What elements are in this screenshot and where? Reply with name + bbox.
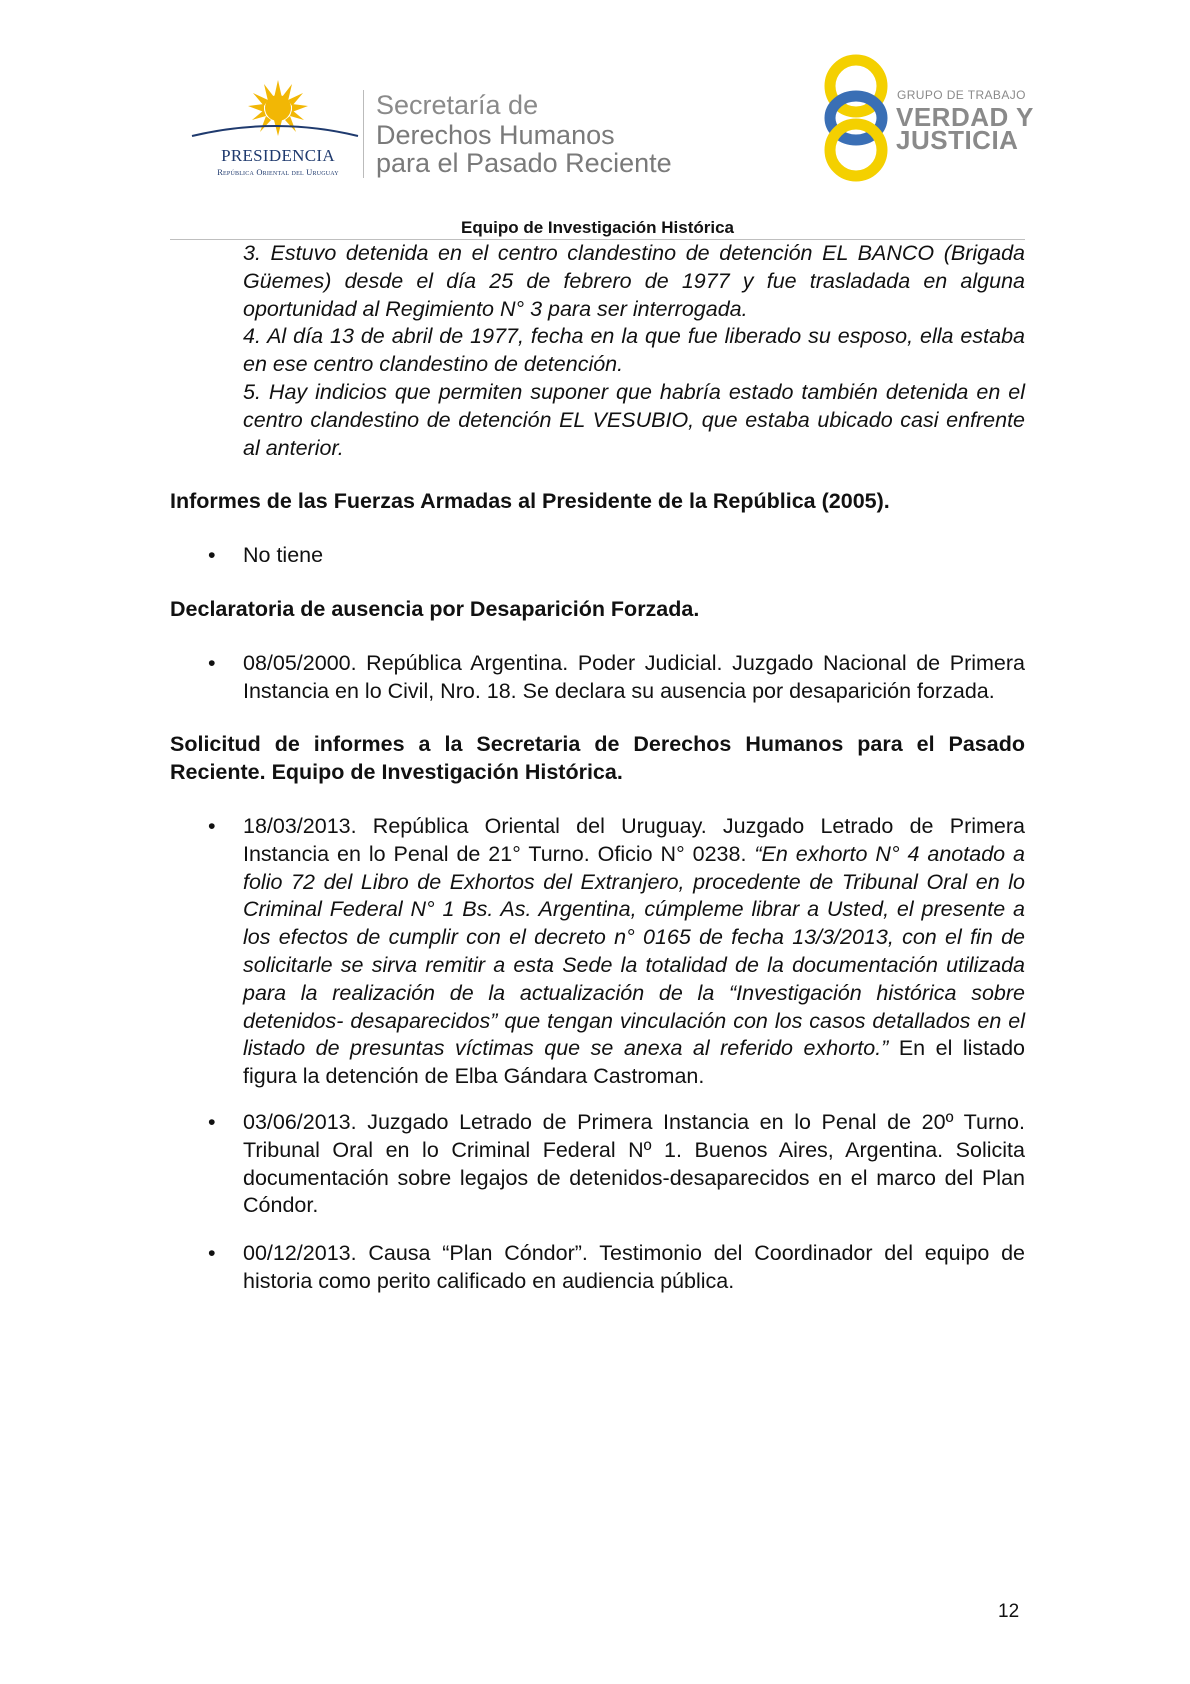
team-title: Equipo de Investigación Histórica [461, 218, 734, 237]
bullet-icon: • [208, 1109, 216, 1134]
list-item: • 08/05/2000. República Argentina. Poder Judicial. Juzgado Nacional de Primera Instancia en lo Civil, Nro. 18. Se declara su ausencia por desaparición forzada. [208, 650, 1025, 703]
item-quote: “En exhorto N° 4 anotado a folio 72 del Libro de Exhortos del Extranjero, procedente de Tribunal Oral en lo Criminal Federal N° 1 Bs. As. Argentina, cúmpleme librar a Usted, el presente a los efectos de cumplir con el decreto n° 0165 de fecha 13/3/2013, con el fin de solicitarle se sirva remitir a esta Sede la totalidad de la documentación utilizada para la realización de la actualización de la “Investigación histórica sobre detenidos- desaparecidos” que tengan vinculación con los casos detallados en el listado de presuntas víctimas que se anexa al referido exhorto.” [243, 841, 1026, 1061]
continued-item-5: 5. Hay indicios que permiten suponer que habría estado también detenida en el centro clandestino de detención EL VESUBIO, que estaba ubicado casi enfrente al anterior. [243, 379, 1025, 460]
logo-divider [363, 90, 364, 178]
continued-item-3: 3. Estuvo detenida en el centro clandestino de detención EL BANCO (Brigada Güemes) desde el día 25 de febrero de 1977 y fue trasladada en alguna oportunidad al Regimiento N° 3 para ser interrogada. [243, 241, 1025, 321]
item-text: 18/03/2013. República Oriental del Uruguay. Juzgado Letrado de Primera Instancia en lo Penal de 21° Turno. Oficio N° 0238. [243, 813, 1025, 866]
continued-item-4: 4. Al día 13 de abril de 1977, fecha en la que fue liberado su esposo, ella estaba en ese centro clandestino de detención. [243, 324, 1025, 377]
secretaria-line-2: Derechos Humanos [376, 120, 615, 150]
document-body [170, 240, 1025, 1296]
informes-list [170, 542, 1025, 570]
solicitud-list [170, 813, 1025, 1296]
verdad-label: VERDAD Y [896, 102, 1034, 132]
republica-label: República Oriental del Uruguay [217, 167, 339, 177]
grupo-de-trabajo-label: GRUPO DE TRABAJO [897, 88, 1026, 102]
list-item: • No tiene [170, 542, 1025, 570]
bullet-icon: • [208, 813, 216, 838]
bullet-icon: • [208, 650, 216, 675]
justicia-label: JUSTICIA [896, 125, 1019, 155]
declaratoria-list [170, 650, 1025, 706]
section-heading-solicitud: Solicitud de informes a la Secretaria de Derechos Humanos para el Pasado Reciente. Equipo de Investigación Histórica. [170, 732, 1025, 785]
presidencia-label: PRESIDENCIA [221, 146, 335, 165]
bullet-icon: • [208, 1241, 216, 1266]
list-item: • 00/12/2013. Causa “Plan Cóndor”. Testimonio del Coordinador del equipo de historia como perito calificado en audiencia pública. [208, 1241, 1025, 1293]
section-heading-declaratoria: Declaratoria de ausencia por Desaparición Forzada. [170, 596, 700, 621]
item-text: En el listado figura la detención de Elba Gándara Castroman. [243, 1036, 1025, 1089]
list-item: • 03/06/2013. Juzgado Letrado de Primera Instancia en lo Penal de 20º Turno. Tribunal Oral en lo Criminal Federal Nº 1. Buenos Aires, Argentina. Solicita documentación sobre legajos de detenidos-desaparecidos en el marco del Plan Cóndor. [208, 1109, 1025, 1218]
continued-list [243, 240, 1025, 462]
list-item [170, 813, 1025, 1091]
page-number: 12 [998, 1601, 1020, 1622]
verdad-justicia-rings-logo [818, 54, 908, 182]
bullet-icon: • [208, 543, 216, 568]
section-heading-informes: Informes de las Fuerzas Armadas al Presidente de la República (2005). [170, 489, 890, 514]
secretaria-line-1: Secretaría de [376, 90, 539, 120]
secretaria-line-3: para el Pasado Reciente [376, 148, 672, 178]
